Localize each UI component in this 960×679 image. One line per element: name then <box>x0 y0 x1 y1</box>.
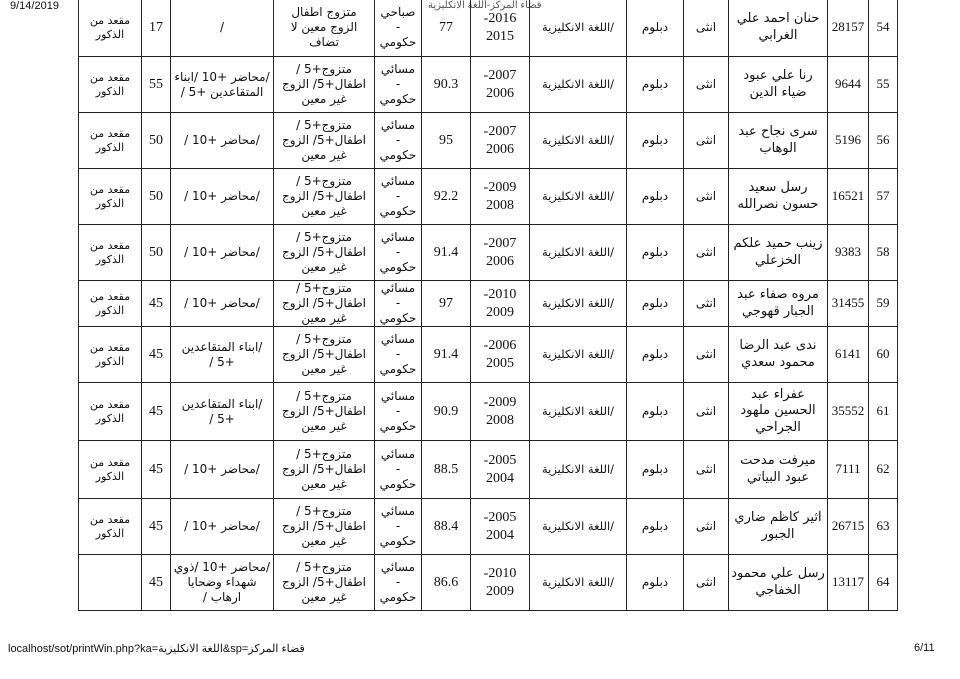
specialization-cell: /اللغة الانكليزية <box>530 225 627 281</box>
row-number-cell: 54 <box>869 0 898 57</box>
table-row <box>79 383 898 441</box>
graduation-year-cell <box>471 225 530 281</box>
year-end: 2015 <box>486 28 514 44</box>
certificate-cell: دبلوم <box>627 327 684 383</box>
additional-points-cell: /ابناء المتقاعدين +5 / <box>171 383 274 441</box>
gender-cell: انثى <box>684 281 729 327</box>
total-score-cell: 45 <box>142 441 171 499</box>
total-score-cell: 55 <box>142 57 171 113</box>
candidates-table <box>78 0 898 611</box>
total-score-cell: 50 <box>142 113 171 169</box>
gender-cell: انثى <box>684 169 729 225</box>
row-number-cell: 63 <box>869 499 898 555</box>
specialization-cell: /اللغة الانكليزية <box>530 441 627 499</box>
certificate-cell: دبلوم <box>627 225 684 281</box>
study-type-cell: مسائي - حكومي <box>375 327 422 383</box>
table-row <box>79 281 898 327</box>
social-status-cell: متزوج+5 / اطفال+5/ الزوج غير معين <box>274 169 375 225</box>
additional-points-cell: /محاضر +10 / <box>171 225 274 281</box>
social-status-cell: متزوج+5 / اطفال+5/ الزوج غير معين <box>274 225 375 281</box>
year-start: 2006- <box>483 338 517 353</box>
notes-cell: مقعد من الذكور <box>79 225 142 281</box>
total-score-cell: 45 <box>142 281 171 327</box>
row-number-cell: 55 <box>869 57 898 113</box>
average-cell: 91.4 <box>422 225 471 281</box>
notes-cell: مقعد من الذكور <box>79 383 142 441</box>
applicant-id-cell: 9383 <box>828 225 869 281</box>
year-end: 2006 <box>486 85 514 101</box>
gender-cell: انثى <box>684 225 729 281</box>
applicant-id-cell: 26715 <box>828 499 869 555</box>
year-end: 2006 <box>486 141 514 157</box>
gender-cell: انثى <box>684 555 729 611</box>
year-end: 2004 <box>486 527 514 543</box>
specialization-cell: /اللغة الانكليزية <box>530 555 627 611</box>
applicant-name-cell: حنان احمد علي الغرابي <box>729 0 828 57</box>
row-number-cell: 62 <box>869 441 898 499</box>
additional-points-cell: /محاضر +10 /ذوي شهداء وضحايا ارهاب / <box>171 555 274 611</box>
social-status-cell: متزوج+5 / اطفال+5/ الزوج غير معين <box>274 441 375 499</box>
applicant-name-cell: سرى نجاح عبد الوهاب <box>729 113 828 169</box>
year-start: 2005- <box>483 453 517 468</box>
table-row <box>79 57 898 113</box>
total-score-cell: 45 <box>142 327 171 383</box>
year-start: 2016- <box>483 11 517 26</box>
study-type-cell: مسائي - حكومي <box>375 225 422 281</box>
table-row <box>79 499 898 555</box>
total-score-cell: 45 <box>142 383 171 441</box>
table-row <box>79 0 898 57</box>
certificate-cell: دبلوم <box>627 169 684 225</box>
average-cell: 88.4 <box>422 499 471 555</box>
study-type-cell: مسائي - حكومي <box>375 169 422 225</box>
year-start: 2010- <box>483 287 517 302</box>
additional-points-cell: /ابناء المتقاعدين +5 / <box>171 327 274 383</box>
applicant-id-cell: 35552 <box>828 383 869 441</box>
applicant-id-cell: 9644 <box>828 57 869 113</box>
social-status-cell: متزوج+5 / اطفال+5/ الزوج غير معين <box>274 57 375 113</box>
social-status-cell: متزوج+5 / اطفال+5/ الزوج غير معين <box>274 327 375 383</box>
total-score-cell: 17 <box>142 0 171 57</box>
specialization-cell: /اللغة الانكليزية <box>530 327 627 383</box>
applicant-id-cell: 13117 <box>828 555 869 611</box>
header-watermark: قضاء المركز-اللغة الانكليزية <box>428 0 542 11</box>
notes-cell: مقعد من الذكور <box>79 169 142 225</box>
average-cell: 86.6 <box>422 555 471 611</box>
certificate-cell: دبلوم <box>627 555 684 611</box>
row-number-cell: 61 <box>869 383 898 441</box>
applicant-name-cell: اثير كاظم ضاري الجبور <box>729 499 828 555</box>
social-status-cell: متزوج اطفال الزوج معين لا تضاف <box>274 0 375 57</box>
table-row <box>79 225 898 281</box>
notes-cell: مقعد من الذكور <box>79 57 142 113</box>
applicant-id-cell: 31455 <box>828 281 869 327</box>
additional-points-cell: /محاضر +10 / <box>171 281 274 327</box>
footer-url[interactable]: localhost/sot/printWin.php?ka=اللغة الانكليزية&sp=قضاء المركز <box>8 643 305 655</box>
year-start: 2009- <box>483 180 517 195</box>
specialization-cell: /اللغة الانكليزية <box>530 281 627 327</box>
year-start: 2010- <box>483 566 517 581</box>
year-end: 2004 <box>486 470 514 486</box>
notes-cell: مقعد من الذكور <box>79 113 142 169</box>
social-status-cell: متزوج+5 / اطفال+5/ الزوج غير معين <box>274 499 375 555</box>
applicant-name-cell: عفراء عبد الحسين ملهود الجراحي <box>729 383 828 441</box>
year-start: 2009- <box>483 395 517 410</box>
average-cell: 90.3 <box>422 57 471 113</box>
study-type-cell: مسائي - حكومي <box>375 113 422 169</box>
table-row <box>79 113 898 169</box>
study-type-cell: مسائي - حكومي <box>375 57 422 113</box>
gender-cell: انثى <box>684 383 729 441</box>
additional-points-cell: /محاضر +10 / <box>171 499 274 555</box>
social-status-cell: متزوج+5 / اطفال+5/ الزوج غير معين <box>274 555 375 611</box>
graduation-year-cell <box>471 57 530 113</box>
additional-points-cell: /محاضر +10 / <box>171 441 274 499</box>
row-number-cell: 57 <box>869 169 898 225</box>
social-status-cell: متزوج+5 / اطفال+5/ الزوج غير معين <box>274 383 375 441</box>
graduation-year-cell <box>471 499 530 555</box>
social-status-cell: متزوج+5 / اطفال+5/ الزوج غير معين <box>274 281 375 327</box>
specialization-cell: /اللغة الانكليزية <box>530 0 627 57</box>
notes-cell: مقعد من الذكور <box>79 281 142 327</box>
year-end: 2008 <box>486 412 514 428</box>
total-score-cell: 50 <box>142 225 171 281</box>
applicant-name-cell: ميرفت مدحت عبود البياتي <box>729 441 828 499</box>
average-cell: 90.9 <box>422 383 471 441</box>
total-score-cell: 45 <box>142 555 171 611</box>
year-start: 2007- <box>483 68 517 83</box>
graduation-year-cell <box>471 555 530 611</box>
applicant-name-cell: رسل علي محمود الخفاجي <box>729 555 828 611</box>
additional-points-cell: / <box>171 0 274 57</box>
graduation-year-cell <box>471 327 530 383</box>
year-end: 2006 <box>486 253 514 269</box>
notes-cell: مقعد من الذكور <box>79 0 142 57</box>
gender-cell: انثى <box>684 499 729 555</box>
study-type-cell: مسائي - حكومي <box>375 499 422 555</box>
row-number-cell: 60 <box>869 327 898 383</box>
applicant-id-cell: 7111 <box>828 441 869 499</box>
average-cell: 77 <box>422 0 471 57</box>
year-end: 2005 <box>486 355 514 371</box>
gender-cell: انثى <box>684 57 729 113</box>
year-end: 2008 <box>486 197 514 213</box>
gender-cell: انثى <box>684 441 729 499</box>
graduation-year-cell <box>471 281 530 327</box>
footer-page-number: 6/11 <box>914 642 935 654</box>
certificate-cell: دبلوم <box>627 281 684 327</box>
applicant-id-cell: 6141 <box>828 327 869 383</box>
applicant-name-cell: رنا علي عبود ضياء الدين <box>729 57 828 113</box>
total-score-cell: 50 <box>142 169 171 225</box>
year-start: 2005- <box>483 510 517 525</box>
certificate-cell: دبلوم <box>627 113 684 169</box>
average-cell: 88.5 <box>422 441 471 499</box>
notes-cell: مقعد من الذكور <box>79 499 142 555</box>
average-cell: 95 <box>422 113 471 169</box>
applicant-name-cell: ندى عبد الرضا محمود سعدي <box>729 327 828 383</box>
certificate-cell: دبلوم <box>627 441 684 499</box>
study-type-cell: مسائي - حكومي <box>375 441 422 499</box>
certificate-cell: دبلوم <box>627 383 684 441</box>
study-type-cell: مسائي - حكومي <box>375 555 422 611</box>
certificate-cell: دبلوم <box>627 499 684 555</box>
table-row <box>79 555 898 611</box>
row-number-cell: 56 <box>869 113 898 169</box>
year-end: 2009 <box>486 583 514 599</box>
gender-cell: انثى <box>684 0 729 57</box>
gender-cell: انثى <box>684 327 729 383</box>
graduation-year-cell <box>471 383 530 441</box>
table-row <box>79 169 898 225</box>
applicant-id-cell: 28157 <box>828 0 869 57</box>
graduation-year-cell <box>471 441 530 499</box>
certificate-cell: دبلوم <box>627 0 684 57</box>
additional-points-cell: /محاضر +10 / <box>171 169 274 225</box>
table-row <box>79 441 898 499</box>
graduation-year-cell <box>471 113 530 169</box>
additional-points-cell: /محاضر +10 / <box>171 113 274 169</box>
social-status-cell: متزوج+5 / اطفال+5/ الزوج غير معين <box>274 113 375 169</box>
notes-cell: مقعد من الذكور <box>79 441 142 499</box>
applicant-name-cell: زينب حميد علكم الخزعلي <box>729 225 828 281</box>
specialization-cell: /اللغة الانكليزية <box>530 499 627 555</box>
specialization-cell: /اللغة الانكليزية <box>530 169 627 225</box>
average-cell: 91.4 <box>422 327 471 383</box>
notes-cell: مقعد من الذكور <box>79 327 142 383</box>
table-row <box>79 327 898 383</box>
row-number-cell: 64 <box>869 555 898 611</box>
specialization-cell: /اللغة الانكليزية <box>530 113 627 169</box>
applicant-id-cell: 5196 <box>828 113 869 169</box>
year-start: 2007- <box>483 124 517 139</box>
applicant-name-cell: مروه صفاء عبد الجبار قهوجي <box>729 281 828 327</box>
graduation-year-cell <box>471 169 530 225</box>
applicant-id-cell: 16521 <box>828 169 869 225</box>
average-cell: 97 <box>422 281 471 327</box>
row-number-cell: 59 <box>869 281 898 327</box>
average-cell: 92.2 <box>422 169 471 225</box>
notes-cell <box>79 555 142 611</box>
study-type-cell: مسائي - حكومي <box>375 281 422 327</box>
certificate-cell: دبلوم <box>627 57 684 113</box>
gender-cell: انثى <box>684 113 729 169</box>
study-type-cell: صباحي - حكومي <box>375 0 422 57</box>
print-date: 9/14/2019 <box>10 0 59 12</box>
specialization-cell: /اللغة الانكليزية <box>530 383 627 441</box>
study-type-cell: مسائي - حكومي <box>375 383 422 441</box>
applicant-name-cell: رسل سعيد حسون نصرالله <box>729 169 828 225</box>
total-score-cell: 45 <box>142 499 171 555</box>
additional-points-cell: /محاضر +10 /ابناء المتقاعدين +5 / <box>171 57 274 113</box>
year-end: 2009 <box>486 304 514 320</box>
graduation-year-cell <box>471 0 530 57</box>
specialization-cell: /اللغة الانكليزية <box>530 57 627 113</box>
year-start: 2007- <box>483 236 517 251</box>
row-number-cell: 58 <box>869 225 898 281</box>
